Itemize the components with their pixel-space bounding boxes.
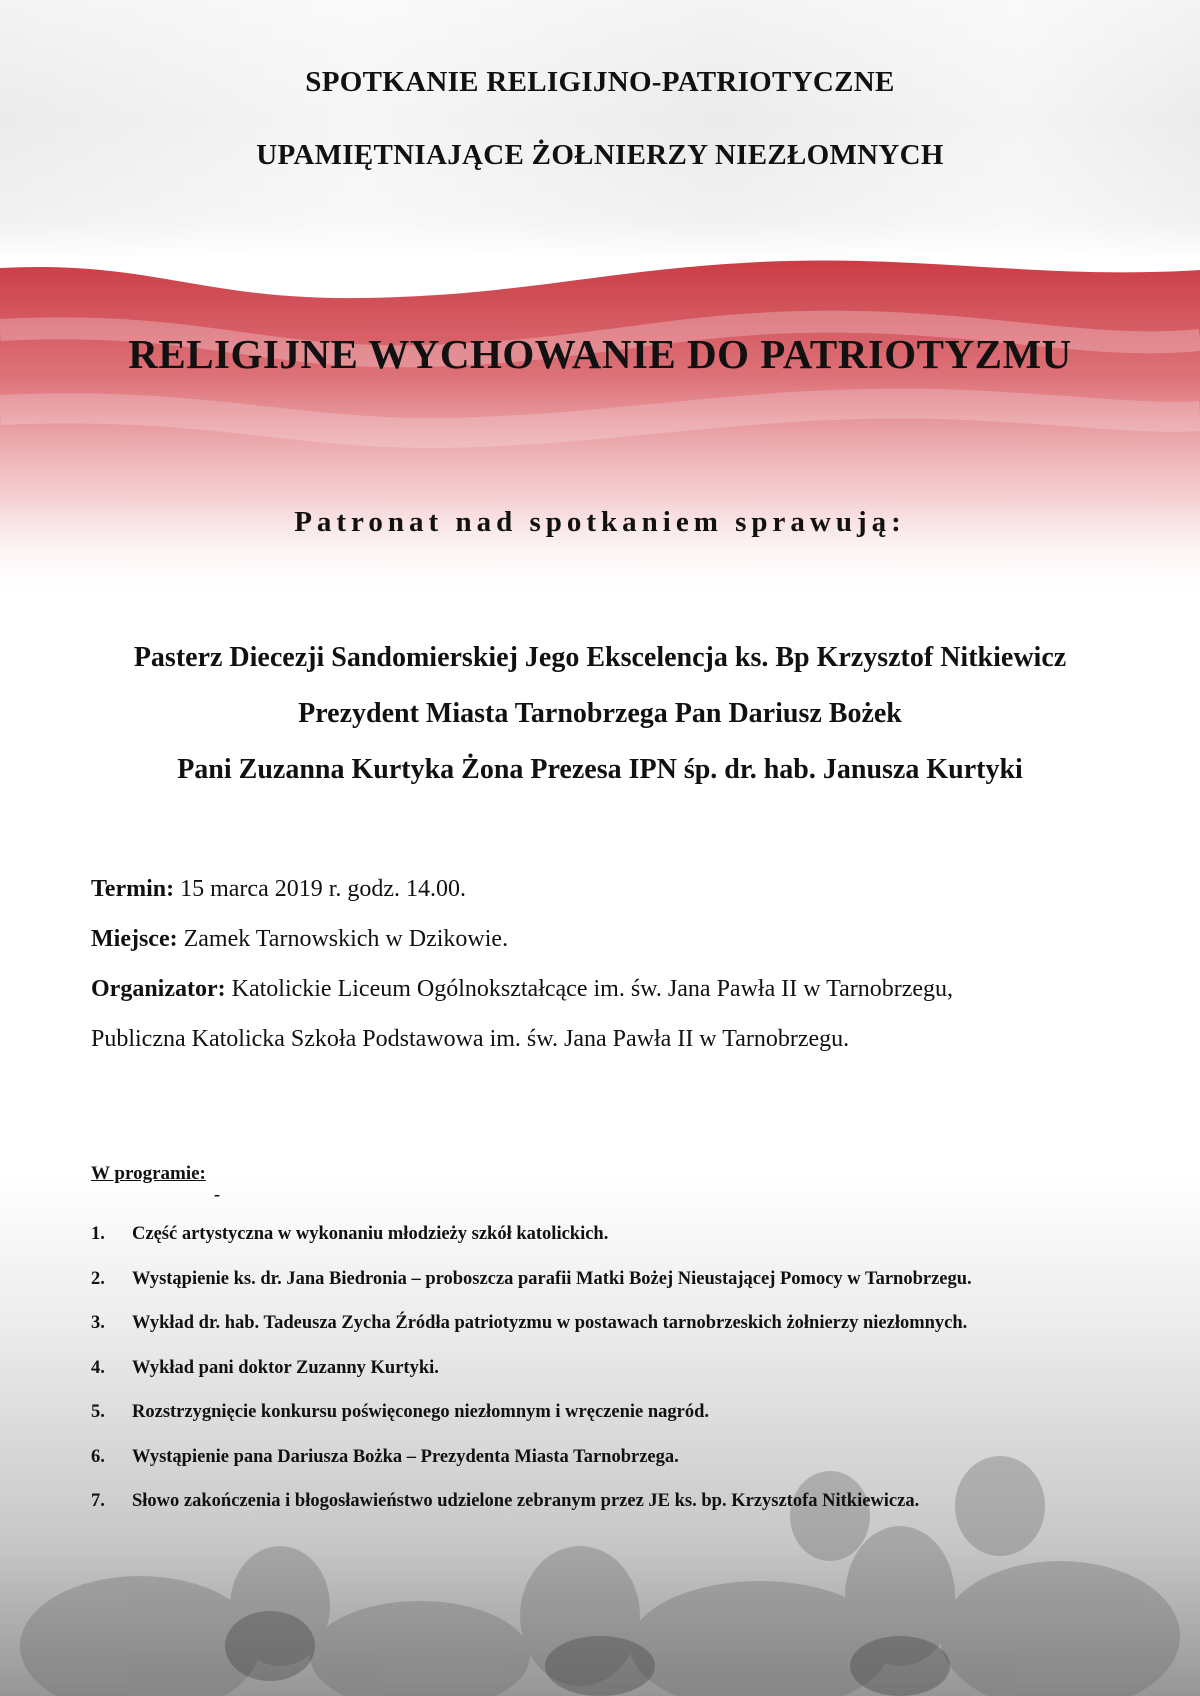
program-item-number: 5. (91, 1402, 105, 1422)
date-label: Termin: (91, 876, 175, 902)
patron-bishop: Pasterz Diecezji Sandomierskiej Jego Ekscelencja ks. Bp Krzysztof Nitkiewicz (133, 642, 1067, 673)
main-title: RELIGIJNE WYCHOWANIE DO PATRIOTYZMU (128, 331, 1072, 377)
program-item-text: Słowo zakończenia i błogosławieństwo udzielone zebranym przez JE ks. bp. Krzysztofa Nitkiewicza. (132, 1491, 920, 1511)
event-details (91, 872, 1151, 1072)
program-item (91, 1222, 1171, 1267)
program-item-number: 2. (91, 1268, 105, 1289)
patron-kurtyka: Pani Zuzanna Kurtyka Żona Prezesa IPN śp. dr. hab. Janusza Kurtyki (177, 754, 1023, 785)
patrons-list (0, 638, 1200, 806)
program-item (91, 1445, 1171, 1490)
place-label: Miejsce: (91, 926, 178, 952)
program-item-text: Wykład pani doktor Zuzanny Kurtyki. (132, 1357, 439, 1378)
program-item-number: 3. (91, 1313, 105, 1333)
event-subtitle-line-2: UPAMIĘTNIAJĄCE ŻOŁNIERZY NIEZŁOMNYCH (256, 139, 944, 171)
place-value: Zamek Tarnowskich w Dzikowie. (177, 926, 509, 952)
program-item-text: Wykład dr. hab. Tadeusza Zycha Źródła patriotyzmu w postawach tarnobrzeskich żołnierzy niezłomnych. (132, 1313, 968, 1333)
program-item-number: 6. (91, 1446, 105, 1467)
program-item-number: 7. (91, 1491, 105, 1511)
program-heading: W programie: (91, 1163, 206, 1184)
detail-date (91, 872, 1151, 922)
program-item (91, 1489, 1171, 1534)
program-item-text: Wystąpienie pana Dariusza Bożka – Prezydenta Miasta Tarnobrzega. (132, 1446, 679, 1467)
organizer-value: Katolickie Liceum Ogólnokształcące im. św. Jana Pawła II w Tarnobrzegu, (225, 976, 954, 1002)
program-dash: - (214, 1184, 220, 1204)
patronage-heading: Patronat nad spotkaniem sprawują: (294, 506, 906, 538)
program-item (91, 1400, 1171, 1445)
program-item (91, 1267, 1171, 1312)
date-value: 15 marca 2019 r. godz. 14.00. (174, 876, 467, 902)
patron-president: Prezydent Miasta Tarnobrzega Pan Dariusz Bożek (298, 698, 902, 729)
program-item-text: Wystąpienie ks. dr. Jana Biedronia – proboszcza parafii Matki Bożej Nieustającej Pomocy w Tarnobrzegu. (132, 1268, 972, 1289)
program-item (91, 1356, 1171, 1401)
detail-organizer-continued: Publiczna Katolicka Szkoła Podstawowa im. św. Jana Pawła II w Tarnobrzegu. (91, 1026, 850, 1052)
program-list (91, 1222, 1171, 1534)
program-item-text: Rozstrzygnięcie konkursu poświęconego niezłomnym i wręczenie nagród. (132, 1402, 710, 1422)
program-item-number: 4. (91, 1357, 105, 1378)
detail-place (91, 922, 1151, 972)
event-subtitle-line-1: SPOTKANIE RELIGIJNO-PATRIOTYCZNE (305, 66, 895, 98)
detail-organizer (91, 972, 1151, 1022)
program-item-number: 1. (91, 1224, 105, 1244)
program-item (91, 1311, 1171, 1356)
program-item-text: Część artystyczna w wykonaniu młodzieży szkół katolickich. (132, 1224, 609, 1244)
organizer-label: Organizator: (91, 976, 226, 1002)
